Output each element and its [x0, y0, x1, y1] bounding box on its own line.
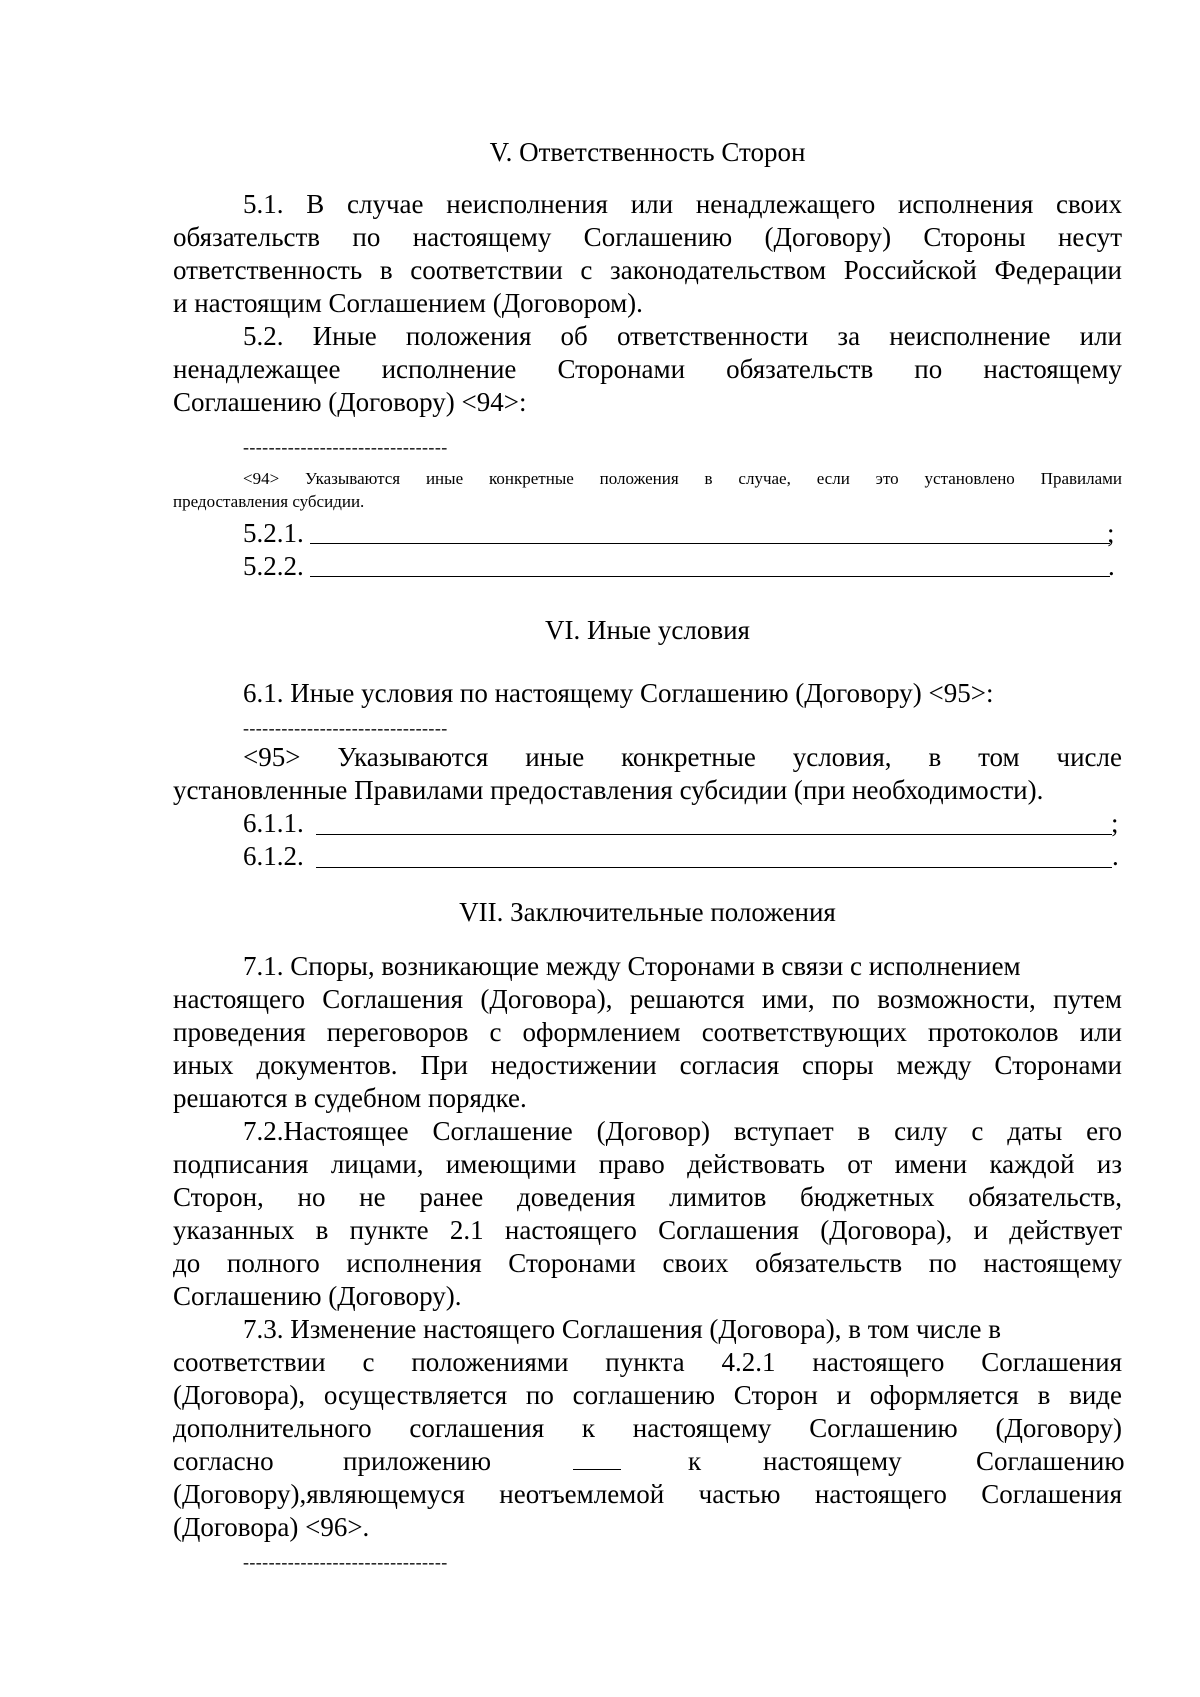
p7-2-line1: 7.2.Настоящее Соглашение (Договор) вступает в силу с даты его: [243, 1116, 1122, 1146]
p7-3-line6: (Договору),являющемуся неотъемлемой частью настоящего Соглашения: [173, 1479, 1122, 1509]
p5-1-line1: 5.1. В случае неисполнения или ненадлежащего исполнения своих: [243, 189, 1122, 219]
p7-3-line1: 7.3. Изменение настоящего Соглашения (Договора), в том числе в: [243, 1314, 1001, 1344]
appendix-number-blank[interactable]: [573, 1469, 621, 1470]
footnote-separator-94: --------------------------------: [243, 437, 448, 457]
item-6-1-2-blank-line[interactable]: [316, 867, 1112, 868]
p5-2-line3: Соглашению (Договору) <94>:: [173, 387, 527, 417]
p7-3-line5-word4: настоящему: [763, 1446, 902, 1476]
item-5-2-1-number: 5.2.1.: [243, 518, 304, 548]
p7-2-line6: Соглашению (Договору).: [173, 1281, 462, 1311]
item-6-1-2-number: 6.1.2.: [243, 841, 304, 871]
p7-2-line3: Сторон, но не ранее доведения лимитов бюджетных обязательств,: [173, 1182, 1122, 1212]
item-5-2-2-number: 5.2.2.: [243, 551, 304, 581]
footnote-95-line1: <95> Указываются иные конкретные условия, в том числе: [243, 742, 1122, 772]
p7-1-line4: иных документов. При недостижении согласия споры между Сторонами: [173, 1050, 1122, 1080]
p7-3-line5-word2: приложению: [343, 1446, 492, 1476]
p7-1-line2: настоящего Соглашения (Договора), решаются ими, по возможности, путем: [173, 984, 1122, 1014]
p7-3-line5-word1: согласно: [173, 1446, 274, 1476]
p7-3-line4: дополнительного соглашения к настоящему Соглашению (Договору): [173, 1413, 1122, 1443]
p5-2-line1: 5.2. Иные положения об ответственности за неисполнение или: [243, 321, 1122, 351]
footnote-separator-96: --------------------------------: [243, 1552, 448, 1572]
p7-3-line5-word5: Соглашению: [976, 1446, 1125, 1476]
p7-2-line2: подписания лицами, имеющими право действовать от имени каждой из: [173, 1149, 1122, 1179]
p7-3-line3: (Договора), осуществляется по соглашению Сторон и оформляется в виде: [173, 1380, 1122, 1410]
section-6-heading: VI. Иные условия: [545, 615, 750, 645]
p7-1-line3: проведения переговоров с оформлением соответствующих протоколов или: [173, 1017, 1122, 1047]
footnote-94-line2: предоставления субсидии.: [173, 492, 365, 511]
p5-2-line2: ненадлежащее исполнение Сторонами обязательств по настоящему: [173, 354, 1122, 384]
item-6-1-1-blank-line[interactable]: [316, 834, 1112, 835]
p5-1-line4: и настоящим Соглашением (Договором).: [173, 288, 643, 318]
section-5-heading: V. Ответственность Сторон: [489, 137, 806, 167]
section-7-heading: VII. Заключительные положения: [459, 897, 836, 927]
p5-1-line2: обязательств по настоящему Соглашению (Договору) Стороны несут: [173, 222, 1122, 252]
footnote-separator-95: --------------------------------: [243, 718, 448, 738]
p7-3-line2: соответствии с положениями пункта 4.2.1 настоящего Соглашения: [173, 1347, 1122, 1377]
p7-1-line1: 7.1. Споры, возникающие между Сторонами в связи с исполнением: [243, 951, 1021, 981]
p7-2-line4: указанных в пункте 2.1 настоящего Соглашения (Договора), и действует: [173, 1215, 1122, 1245]
footnote-95-line2: установленные Правилами предоставления субсидии (при необходимости).: [173, 775, 1044, 805]
footnote-94-line1: <94> Указываются иные конкретные положения в случае, если это установлено Правилами: [243, 469, 1122, 488]
item-6-1-1-number: 6.1.1.: [243, 808, 304, 838]
p7-1-line5: решаются в судебном порядке.: [173, 1083, 527, 1113]
p7-2-line5: до полного исполнения Сторонами своих обязательств по настоящему: [173, 1248, 1122, 1278]
item-5-2-1-blank-line[interactable]: [310, 543, 1110, 544]
item-5-2-2-blank-line[interactable]: [310, 576, 1110, 577]
p7-3-line7: (Договора) <96>.: [173, 1512, 370, 1542]
item-5-2-2-end: .: [1108, 551, 1115, 581]
p5-1-line3: ответственность в соответствии с законодательством Российской Федерации: [173, 255, 1122, 285]
item-6-1-1-end: ;: [1111, 808, 1119, 838]
p6-1: 6.1. Иные условия по настоящему Соглашению (Договору) <95>:: [243, 678, 994, 708]
item-5-2-1-end: ;: [1107, 518, 1115, 548]
item-6-1-2-end: .: [1112, 841, 1119, 871]
p7-3-line5-word3: к: [688, 1446, 702, 1476]
